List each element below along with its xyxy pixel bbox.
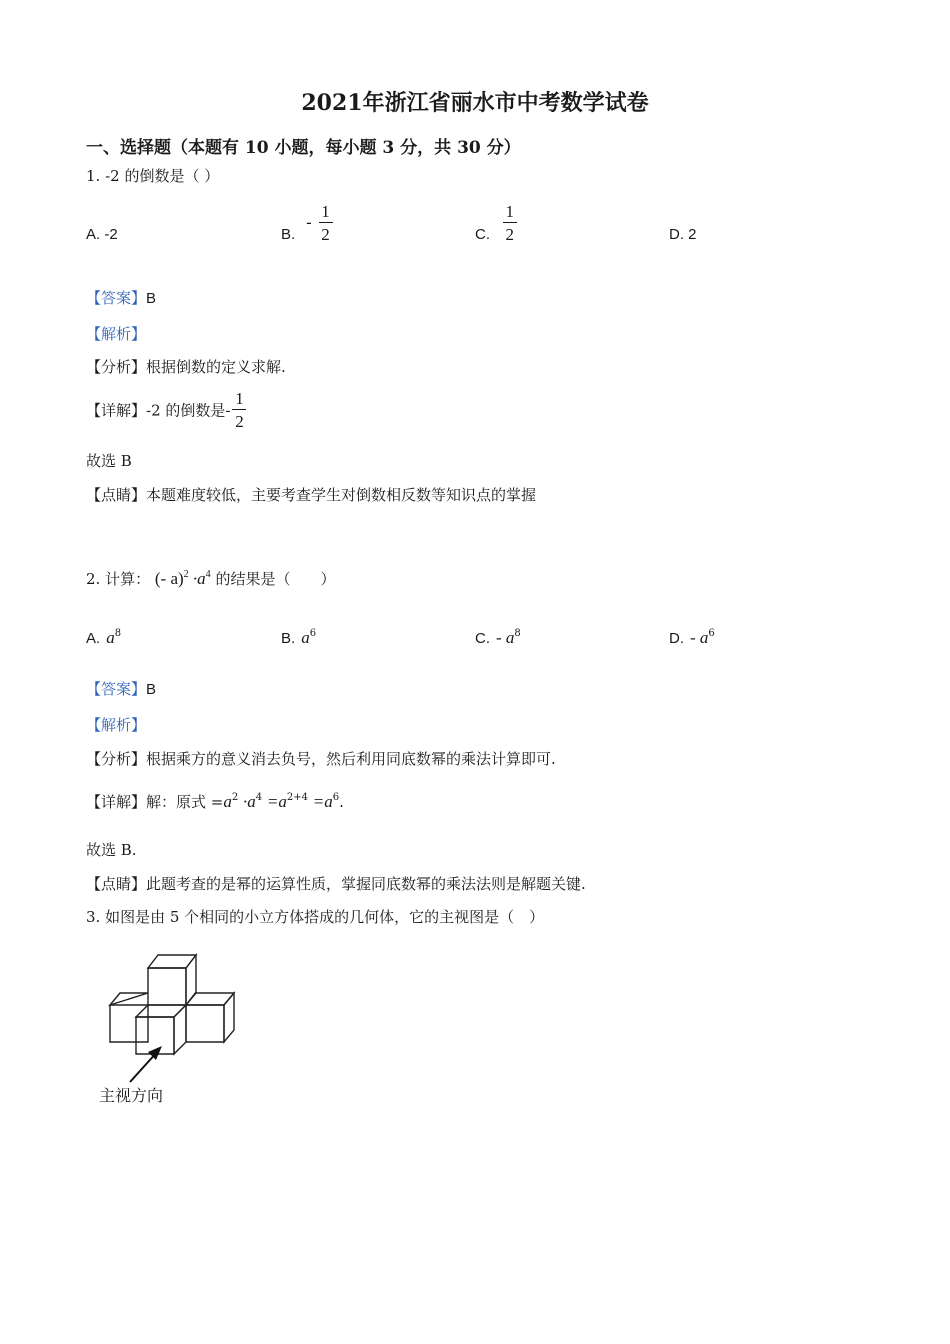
view-direction-arrow — [130, 1046, 162, 1082]
q2-stem — [86, 562, 335, 589]
right-cube-front — [186, 1005, 224, 1042]
q2-fenxi — [86, 748, 556, 769]
xiangjie-text: -2 的倒数是- — [146, 401, 231, 420]
q1-option-d: D. 2 — [669, 226, 697, 243]
left-cube-top — [110, 993, 148, 1005]
option-expr: a — [301, 628, 310, 647]
step-2: ·a — [243, 792, 256, 811]
q2-analysis-tag: 【解析】 — [86, 716, 147, 734]
expr-exp1: 2 — [183, 569, 189, 580]
q1-xiangjie — [86, 390, 248, 430]
option-exp: 8 — [114, 628, 122, 639]
step-4-exp: 6 — [332, 792, 340, 803]
answer-value: B — [146, 681, 157, 698]
dianjing-text: 本题难度较低，主要考查学生对倒数相反数等知识点的掌握 — [146, 487, 537, 504]
fenxi-tag: 【分析】 — [86, 750, 147, 768]
dianjing-text: 此题考查的是幂的运算性质，掌握同底数幂的乘法法则是解题关键. — [146, 875, 586, 893]
fenxi-text: 根据乘方的意义消去负号，然后利用同底数幂的乘法计算即可. — [146, 750, 556, 768]
option-expr: a — [106, 628, 115, 647]
fraction-numerator: 1 — [505, 202, 515, 221]
dianjing-tag: 【点睛】 — [86, 486, 147, 504]
q2-dianjing — [86, 873, 586, 894]
fenxi-text: 根据倒数的定义求解. — [146, 358, 286, 376]
section-heading: 一、选择题（本题有 10 小题，每小题 3 分，共 30 分） — [86, 138, 521, 158]
q2-option-b — [281, 620, 316, 648]
front-cube-front — [136, 1017, 174, 1054]
xiangjie-fraction — [232, 390, 246, 430]
q2-answer — [86, 678, 156, 699]
fraction-numerator: 1 — [321, 202, 330, 221]
q1-option-a: A. -2 — [86, 226, 118, 243]
xiangjie-tag: 【详解】 — [86, 793, 147, 811]
q3-stem: 3. 如图是由 5 个相同的小立方体搭成的几何体，它的主视图是（ ） — [86, 908, 545, 926]
option-exp: 8 — [514, 628, 521, 639]
answer-tag: 【答案】 — [86, 289, 147, 307]
fraction-denominator: 2 — [235, 412, 244, 431]
xiangjie-prefix: 解：原式 = — [146, 793, 224, 811]
q2-xiangjie — [86, 791, 344, 812]
front-cube-top — [136, 1005, 186, 1017]
q1-dianjing — [86, 484, 536, 505]
fraction-numerator: 1 — [235, 389, 244, 408]
q2-option-a — [86, 620, 121, 648]
q1-analysis-tag: 【解析】 — [86, 325, 147, 343]
expr-exp2: 4 — [205, 569, 211, 580]
front-cube-side — [174, 1005, 186, 1054]
step-3: =a — [266, 792, 287, 811]
xiangjie-tag: 【详解】 — [86, 401, 147, 420]
expr-mid: ·a — [192, 569, 206, 588]
expr-base: (- a) — [154, 569, 184, 588]
step-1: a — [223, 792, 232, 811]
q1-option-c-fraction — [503, 203, 517, 243]
fenxi-tag: 【分析】 — [86, 358, 147, 376]
q1-option-b-fraction — [319, 203, 333, 243]
fraction-denominator: 2 — [505, 225, 515, 244]
q1-answer — [86, 287, 156, 308]
figure-caption: 主视方向 — [99, 1088, 164, 1105]
answer-value: B — [146, 290, 157, 307]
option-expr: - a — [690, 628, 709, 647]
option-label: A. — [86, 630, 101, 647]
right-cube-side — [224, 993, 234, 1042]
option-label: D. — [669, 630, 684, 647]
q1-fenxi — [86, 356, 286, 377]
q2-guxuan: 故选 B. — [86, 841, 137, 859]
option-exp: 6 — [708, 628, 715, 639]
option-label: B. — [281, 630, 296, 647]
q1-option-c-label: C. — [475, 225, 490, 243]
q2-option-c — [475, 620, 521, 648]
step-2-exp: 4 — [255, 792, 263, 803]
q1-guxuan: 故选 B — [86, 452, 132, 470]
q1-stem: 1. -2 的倒数是（ ） — [86, 167, 220, 185]
step-1-exp: 2 — [231, 792, 239, 803]
option-exp: 6 — [309, 628, 317, 639]
q2-stem-suffix: 的结果是（ ） — [215, 570, 336, 588]
page-title: 2021年浙江省丽水市中考数学试卷 — [301, 90, 649, 116]
top-cube-top — [148, 955, 196, 968]
q1-option-c — [475, 203, 519, 243]
step-4: =a — [312, 792, 333, 811]
answer-tag: 【答案】 — [86, 680, 147, 698]
q1-option-b — [281, 203, 335, 243]
q1-option-b-sign: - — [305, 213, 312, 233]
step-end: . — [339, 793, 344, 811]
fraction-denominator: 2 — [321, 225, 330, 244]
q2-stem-expression — [155, 569, 211, 588]
option-expr: - a — [496, 628, 515, 647]
option-label: C. — [475, 630, 490, 647]
dianjing-tag: 【点睛】 — [86, 875, 147, 893]
q2-stem-prefix: 2. 计算： — [86, 570, 151, 588]
top-cube-front — [148, 968, 186, 1005]
q2-option-d — [669, 620, 715, 648]
cube-figure-lines — [110, 955, 234, 1054]
q1-option-b-label: B. — [281, 225, 296, 243]
top-cube-side — [186, 955, 196, 1005]
step-3-exp: 2+4 — [286, 792, 309, 803]
